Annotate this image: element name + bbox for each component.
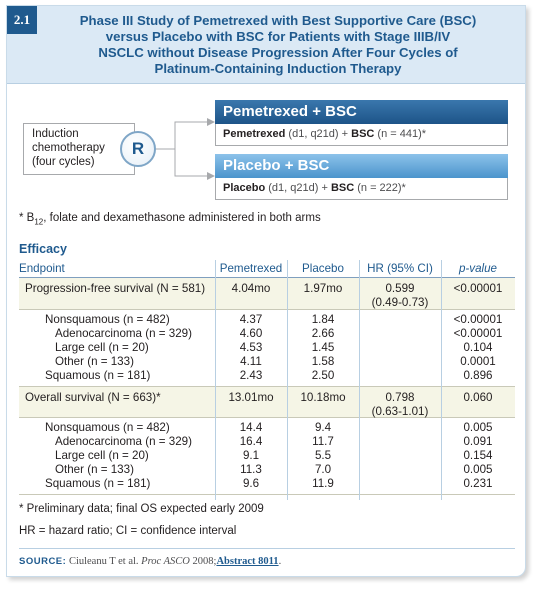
subgroup-label: Nonsquamous (n = 482) bbox=[45, 421, 170, 434]
subgroup-p: 0.091 bbox=[463, 435, 493, 448]
subgroup-label: Squamous (n = 181) bbox=[45, 369, 151, 382]
subgroup-p: 0.0001 bbox=[460, 355, 496, 368]
arm-pemetrexed-dose: (d1, q21d) + bbox=[285, 128, 352, 140]
footnote-b12-sub: 12 bbox=[34, 217, 44, 227]
subgroup-p: <0.00001 bbox=[453, 327, 503, 340]
efficacy-heading: Efficacy bbox=[19, 242, 67, 256]
table-notes bbox=[19, 503, 264, 547]
subgroup-p: 0.104 bbox=[463, 341, 493, 354]
subgroup-label: Squamous (n = 181) bbox=[45, 477, 151, 490]
os-p: 0.060 bbox=[463, 391, 493, 404]
subgroup-p: <0.00001 bbox=[453, 313, 503, 326]
figure-title bbox=[53, 13, 503, 77]
subgroup-pemetrexed: 4.60 bbox=[239, 327, 263, 340]
note-preliminary: * Preliminary data; final OS expected early 2009 bbox=[19, 503, 264, 515]
subgroup-placebo: 1.84 bbox=[311, 313, 335, 326]
subgroup-p: 0.896 bbox=[463, 369, 493, 382]
figure-card bbox=[6, 5, 526, 577]
subgroup-placebo: 11.9 bbox=[312, 477, 334, 490]
source-citation bbox=[19, 548, 515, 567]
arm-pemetrexed-title: Pemetrexed + BSC bbox=[215, 100, 508, 124]
title-line-3: NSCLC without Disease Progression After Four Cycles of bbox=[98, 45, 458, 60]
title-line-4: Platinum-Containing Induction Therapy bbox=[154, 61, 402, 76]
subgroup-placebo: 2.66 bbox=[311, 327, 335, 340]
subgroup-pemetrexed: 2.43 bbox=[239, 369, 263, 382]
subgroup-pemetrexed: 14.4 bbox=[239, 421, 263, 434]
subgroup-p: 0.005 bbox=[463, 463, 493, 476]
pfs-placebo: 1.97mo bbox=[303, 282, 343, 295]
title-line-2: versus Placebo with BSC for Patients with Stage IIIB/IV bbox=[105, 29, 451, 44]
induction-line-3: (four cycles) bbox=[32, 156, 95, 168]
arm-pemetrexed-bsc: BSC bbox=[351, 128, 375, 140]
source-label: SOURCE: bbox=[19, 556, 67, 567]
subgroup-pemetrexed: 9.6 bbox=[242, 477, 260, 490]
subgroup-pemetrexed: 4.11 bbox=[240, 355, 262, 368]
subgroup-label: Other (n = 133) bbox=[55, 463, 134, 476]
subgroup-placebo: 7.0 bbox=[314, 463, 332, 476]
source-end: . bbox=[278, 556, 282, 567]
header-p-value: p-value bbox=[458, 262, 498, 275]
pfs-hr bbox=[359, 282, 441, 310]
subgroup-pemetrexed: 16.4 bbox=[239, 435, 263, 448]
os-label: Overall survival (N = 663)* bbox=[25, 391, 161, 404]
pfs-label: Progression-free survival (N = 581) bbox=[25, 282, 206, 295]
arm-placebo-title: Placebo + BSC bbox=[215, 154, 508, 178]
subgroup-placebo: 9.4 bbox=[314, 421, 332, 434]
os-hr-ci: (0.63-1.01) bbox=[371, 405, 429, 418]
header-placebo: Placebo bbox=[302, 262, 344, 275]
column-divider bbox=[215, 260, 216, 500]
subgroup-placebo: 1.58 bbox=[311, 355, 335, 368]
arm-placebo-detail bbox=[215, 178, 508, 200]
subgroup-label: Large cell (n = 20) bbox=[55, 449, 149, 462]
arm-placebo-n: (n = 222)* bbox=[354, 182, 406, 194]
arm-placebo-dose: (d1, q21d) + bbox=[265, 182, 331, 194]
arm-pemetrexed-drug: Pemetrexed bbox=[223, 128, 286, 140]
arm-placebo-bsc: BSC bbox=[330, 182, 355, 194]
subgroup-label: Other (n = 133) bbox=[55, 355, 134, 368]
induction-box bbox=[23, 123, 135, 175]
os-placebo: 10.18mo bbox=[300, 391, 346, 404]
pfs-hr-ci: (0.49-0.73) bbox=[371, 296, 429, 309]
subgroup-pemetrexed: 4.53 bbox=[239, 341, 263, 354]
figure-header bbox=[7, 6, 526, 84]
subgroup-pemetrexed: 11.3 bbox=[240, 463, 262, 476]
subgroup-placebo: 1.45 bbox=[311, 341, 335, 354]
os-pemetrexed: 13.01mo bbox=[228, 391, 274, 404]
pfs-p: <0.00001 bbox=[453, 282, 503, 295]
randomization-circle: R bbox=[120, 131, 156, 167]
subgroup-placebo: 11.7 bbox=[312, 435, 334, 448]
subgroup-p: 0.154 bbox=[463, 449, 493, 462]
induction-line-2: chemotherapy bbox=[32, 142, 105, 154]
header-pemetrexed: Pemetrexed bbox=[219, 262, 283, 275]
source-journal: Proc ASCO bbox=[141, 556, 190, 567]
column-divider bbox=[287, 260, 288, 500]
source-year: 2008; bbox=[189, 556, 217, 567]
subgroup-placebo: 5.5 bbox=[314, 449, 332, 462]
header-endpoint: Endpoint bbox=[19, 262, 65, 275]
subgroup-label: Large cell (n = 20) bbox=[55, 341, 149, 354]
subgroup-pemetrexed: 9.1 bbox=[242, 449, 260, 462]
subgroup-placebo: 2.50 bbox=[311, 369, 335, 382]
footnote-b12-post: , folate and dexamethasone administered in both arms bbox=[43, 212, 321, 224]
subgroup-p: 0.231 bbox=[463, 477, 493, 490]
title-line-1: Phase III Study of Pemetrexed with Best Supportive Care (BSC) bbox=[79, 13, 477, 28]
footnote-b12 bbox=[19, 212, 321, 226]
note-abbreviations: HR = hazard ratio; CI = confidence interval bbox=[19, 525, 237, 537]
column-divider bbox=[441, 260, 442, 500]
os-hr bbox=[359, 391, 441, 419]
os-hr-value: 0.798 bbox=[385, 391, 415, 404]
pfs-hr-value: 0.599 bbox=[385, 282, 415, 295]
pfs-pemetrexed: 4.04mo bbox=[231, 282, 271, 295]
subgroup-pemetrexed: 4.37 bbox=[239, 313, 263, 326]
footnote-b12-pre: * B bbox=[19, 212, 35, 224]
arm-pemetrexed-n: (n = 441)* bbox=[374, 128, 427, 140]
efficacy-table bbox=[19, 260, 515, 495]
subgroup-p: 0.005 bbox=[463, 421, 493, 434]
study-design-diagram bbox=[7, 94, 526, 204]
source-authors: Ciuleanu T et al. bbox=[66, 556, 142, 567]
subgroup-label: Nonsquamous (n = 482) bbox=[45, 313, 170, 326]
arm-pemetrexed-detail bbox=[215, 124, 508, 146]
header-hr: HR (95% CI) bbox=[367, 262, 433, 275]
subgroup-label: Adenocarcinoma (n = 329) bbox=[55, 327, 192, 340]
induction-line-1: Induction bbox=[32, 128, 79, 140]
subgroup-label: Adenocarcinoma (n = 329) bbox=[55, 435, 192, 448]
figure-number-badge: 2.1 bbox=[7, 6, 37, 34]
arm-placebo-drug: Placebo bbox=[223, 182, 266, 194]
column-divider bbox=[359, 260, 360, 500]
source-abstract-link[interactable]: Abstract 8011 bbox=[216, 556, 279, 567]
